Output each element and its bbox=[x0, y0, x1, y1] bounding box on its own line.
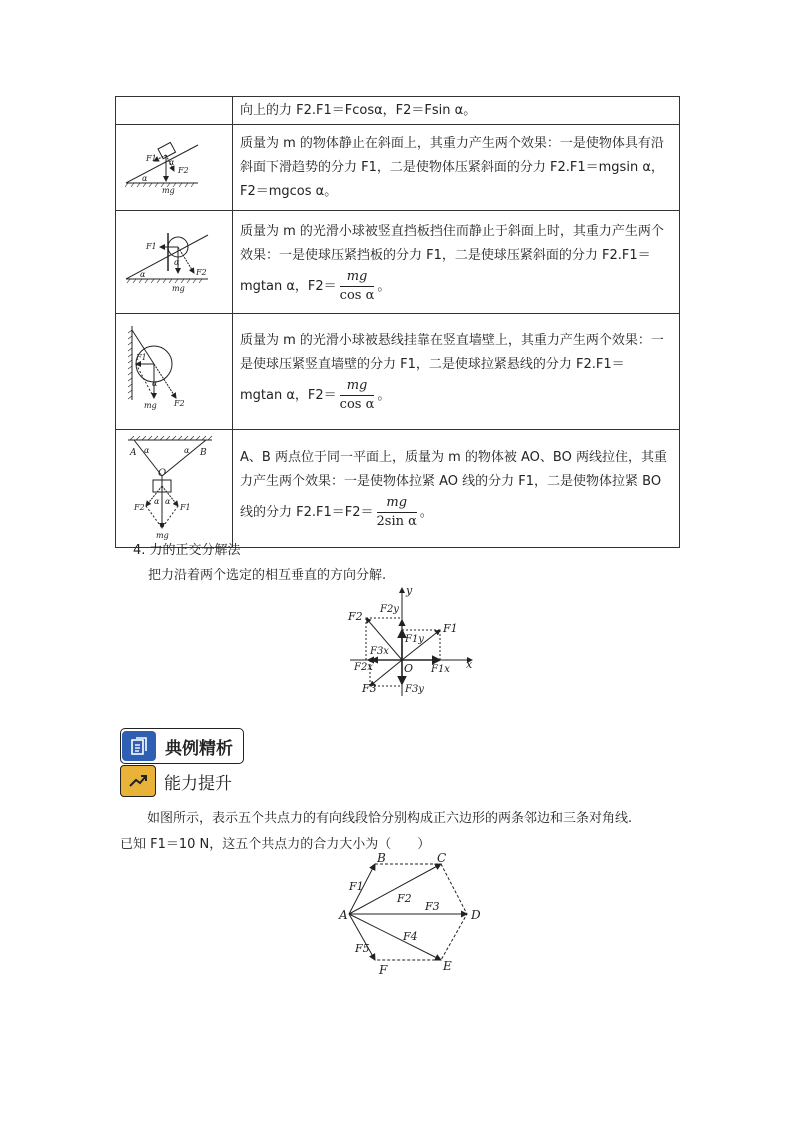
table-row bbox=[116, 211, 680, 314]
ability-banner bbox=[120, 765, 242, 797]
fraction-denominator: cos α bbox=[339, 287, 375, 303]
example-banner bbox=[120, 728, 244, 764]
vertex-e: E bbox=[443, 959, 452, 973]
label-mg: mg bbox=[172, 284, 185, 293]
table-cell-figure bbox=[116, 430, 233, 548]
ability-banner-label: 能力提升 bbox=[164, 773, 232, 794]
fraction-numerator: mg bbox=[340, 377, 375, 396]
wall-hanging-ball-diagram bbox=[116, 314, 232, 425]
vertex-c: C bbox=[437, 851, 447, 865]
label-alpha: α bbox=[152, 379, 158, 388]
label-f2: F2 bbox=[178, 166, 189, 175]
label-f2: F2 bbox=[134, 503, 145, 512]
problem-text-line1: 如图所示，表示五个共点力的有向线段恰分别构成正六边形的两条邻边和三条对角线. bbox=[147, 811, 633, 826]
label-f1: F1 bbox=[146, 154, 157, 163]
label-f2: F2 bbox=[348, 610, 363, 623]
label-f2: F2 bbox=[174, 399, 185, 408]
case-text-tail: 。 bbox=[419, 505, 433, 520]
label-f2: F2 bbox=[397, 892, 412, 905]
label-mg: mg bbox=[162, 186, 175, 195]
section-body: 把力沿着两个选定的相互垂直的方向分解. bbox=[148, 568, 387, 583]
table-cell-text bbox=[233, 211, 680, 314]
problem-text-line2: 已知 F1＝10 N，这五个共点力的合力大小为（ ） bbox=[120, 837, 431, 852]
table-cell-figure bbox=[116, 97, 233, 125]
case-text: A、B 两点位于同一平面上，质量为 m 的物体被 AO、BO 两线拉住，其重力产生两个效果：一是使物体拉紧 AO 线的分力 F1，二是使物体拉紧 BO bbox=[240, 450, 667, 489]
incline-block-diagram bbox=[116, 125, 232, 206]
vertex-f: F bbox=[379, 963, 388, 977]
label-b: B bbox=[200, 448, 207, 458]
label-alpha: α bbox=[169, 158, 175, 167]
label-f1: F1 bbox=[349, 880, 364, 893]
label-f3: F3 bbox=[425, 900, 440, 913]
section-heading: 4. 力的正交分解法 bbox=[133, 543, 241, 558]
table-cell-text: 向上的力 F2.F1＝Fcosα，F2＝Fsin α。 bbox=[233, 97, 680, 125]
origin-label: O bbox=[404, 662, 414, 675]
label-f3x: F3x bbox=[370, 646, 389, 657]
label-alpha: α bbox=[184, 446, 190, 455]
label-f1: F1 bbox=[146, 242, 157, 251]
label-alpha: α bbox=[174, 258, 180, 267]
fraction-numerator: mg bbox=[377, 494, 417, 513]
case-text: 质量为 m 的光滑小球被竖直挡板挡住而静止于斜面上时，其重力产生两个效果：一是使球压紧挡板的分力 F1，二是使球压紧斜面的分力 F2.F1＝ bbox=[240, 223, 664, 263]
label-alpha: α bbox=[165, 497, 171, 506]
two-string-suspension-diagram bbox=[116, 430, 232, 543]
label-alpha: α bbox=[140, 270, 146, 279]
label-o: O bbox=[158, 468, 167, 479]
case-text: 质量为 m 的光滑小球被悬线挂靠在竖直墙壁上，其重力产生两个效果：一是使球压紧竖直墙壁的分力 F1，二是使球拉紧悬线的分力 F2.F1＝ bbox=[240, 333, 664, 372]
case-text: 线的分力 F2.F1＝F2＝ bbox=[240, 505, 374, 520]
trend-up-icon bbox=[120, 765, 156, 797]
example-banner-label: 典例精析 bbox=[165, 738, 233, 759]
label-f5: F5 bbox=[355, 942, 370, 955]
label-a: A bbox=[130, 448, 137, 458]
table-row bbox=[116, 314, 680, 430]
table-row bbox=[116, 125, 680, 211]
label-f2x: F2x bbox=[354, 662, 373, 673]
incline-ball-barrier-diagram bbox=[116, 211, 232, 309]
label-alpha: α bbox=[154, 497, 160, 506]
table-cell-text: 质量为 m 的物体静止在斜面上，其重力产生两个效果：一是使物体具有沿斜面下滑趋势的分力 F1，二是使物体压紧斜面的分力 F2.F1＝mgsin α，F2＝mgcos α。 bbox=[233, 125, 680, 211]
table-row bbox=[116, 97, 680, 125]
label-f1x: F1x bbox=[431, 664, 450, 675]
label-f3: F3 bbox=[362, 682, 377, 695]
label-f1y: F1y bbox=[405, 634, 424, 645]
document-icon bbox=[122, 731, 156, 761]
label-alpha: α bbox=[142, 174, 148, 183]
table-cell-text bbox=[233, 314, 680, 430]
case-text: mgtan α，F2＝ bbox=[240, 388, 337, 403]
label-f1: F1 bbox=[136, 353, 147, 362]
table-cell-text bbox=[233, 430, 680, 548]
orthogonal-decomposition-diagram bbox=[340, 582, 480, 700]
label-f4: F4 bbox=[403, 930, 418, 943]
label-f2: F2 bbox=[196, 268, 207, 277]
table-cell-figure bbox=[116, 211, 233, 314]
vertex-b: B bbox=[377, 851, 386, 865]
case-text-tail: 。 bbox=[377, 388, 391, 403]
fraction-denominator: cos α bbox=[339, 397, 375, 412]
label-f2y: F2y bbox=[380, 604, 399, 615]
fraction bbox=[377, 494, 417, 531]
vertex-a: A bbox=[339, 908, 348, 922]
axis-y-label: y bbox=[406, 584, 413, 597]
fraction bbox=[340, 377, 375, 414]
label-alpha: α bbox=[144, 446, 150, 455]
hexagon-forces-diagram bbox=[335, 848, 495, 978]
fraction-numerator: mg bbox=[340, 268, 375, 287]
case-text: mgtan α，F2＝ bbox=[240, 278, 337, 294]
table-cell-figure bbox=[116, 314, 233, 430]
axis-x-label: x bbox=[466, 658, 473, 671]
label-f1: F1 bbox=[180, 503, 191, 512]
label-mg: mg bbox=[144, 401, 157, 410]
label-f1: F1 bbox=[443, 622, 458, 635]
decomposition-table bbox=[115, 96, 680, 548]
table-row bbox=[116, 430, 680, 548]
table-cell-figure bbox=[116, 125, 233, 211]
fraction bbox=[340, 268, 375, 305]
label-f3y: F3y bbox=[405, 684, 424, 695]
vertex-d: D bbox=[471, 908, 481, 922]
fraction-denominator: 2sin α bbox=[376, 514, 417, 529]
case-text-tail: 。 bbox=[377, 278, 391, 294]
label-mg: mg bbox=[156, 531, 169, 540]
